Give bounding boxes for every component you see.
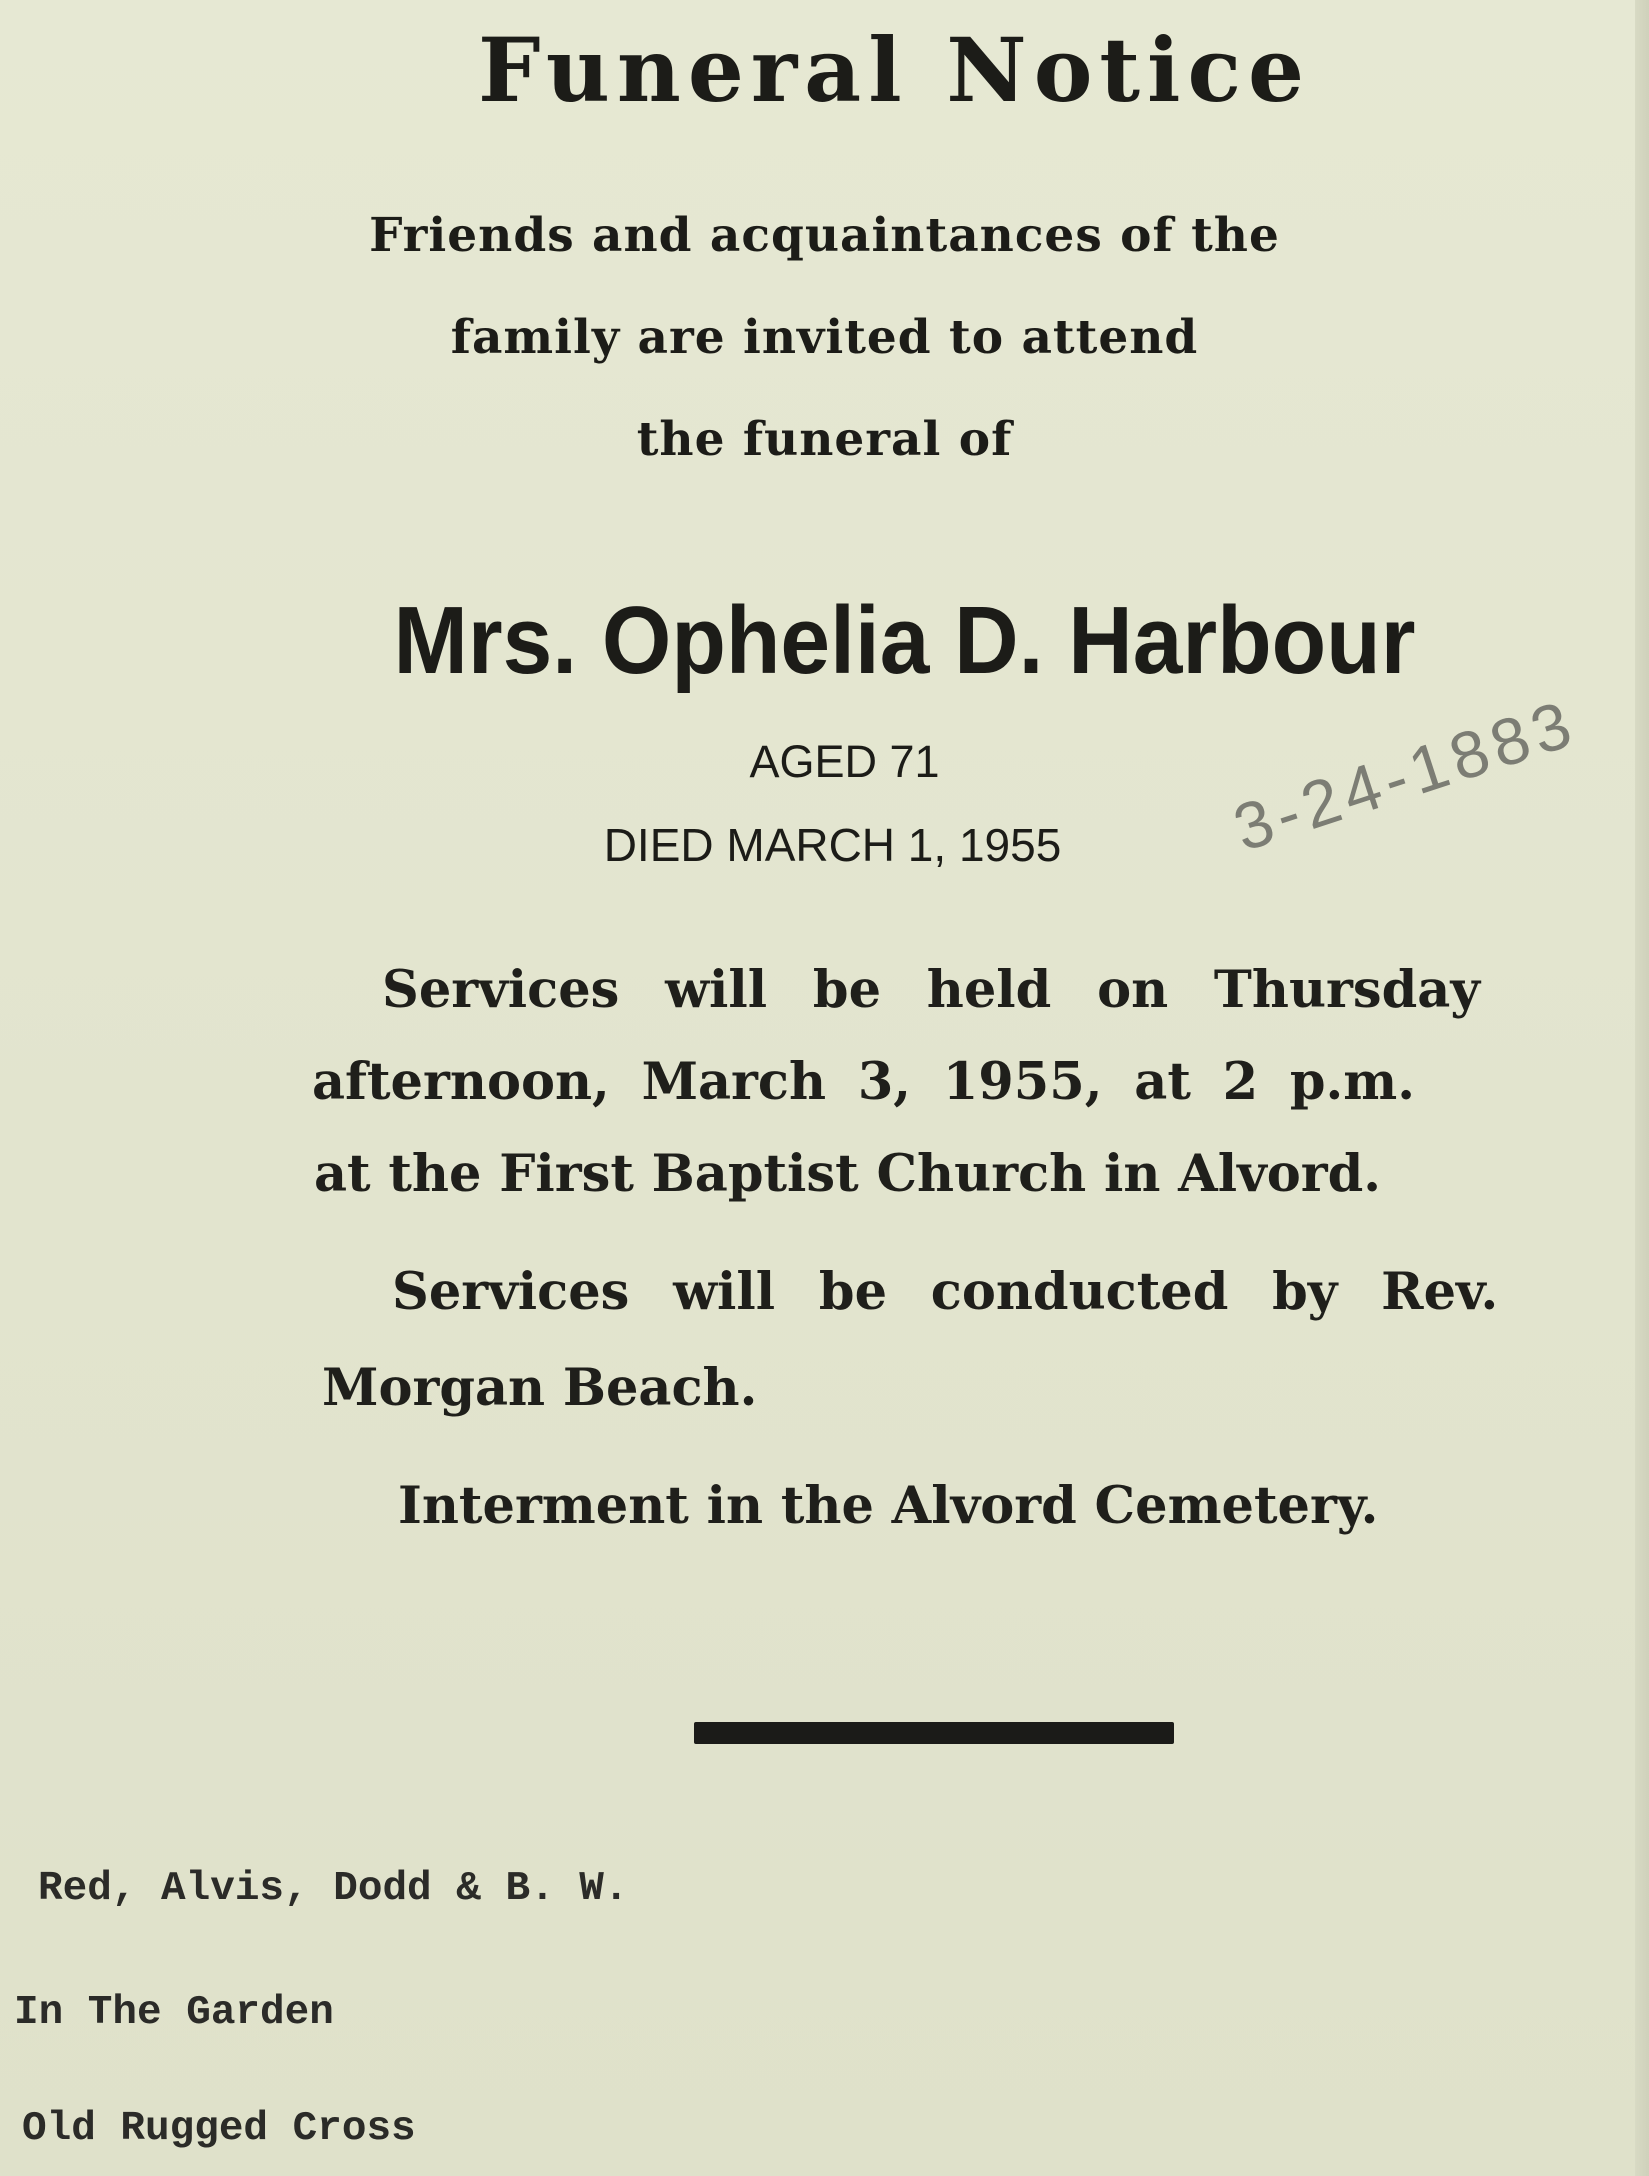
interment-line: Interment in the Alvord Cemetery.: [398, 1476, 1379, 1536]
typed-note-hymn: In The Garden: [14, 1990, 334, 2036]
services-line: afternoon, March 3, 1955, at 2 p.m.: [312, 1052, 1416, 1112]
typed-note-hymn: Old Rugged Cross: [22, 2106, 416, 2152]
invitation-line: Friends and acquaintances of the: [369, 208, 1280, 263]
divider-rule: [694, 1722, 1174, 1744]
handwritten-birth-date: 3-24-1883: [1224, 684, 1586, 866]
typed-note-pallbearers: Red, Alvis, Dodd & B. W.: [38, 1866, 629, 1912]
notice-title: Funeral Notice: [477, 18, 1312, 122]
services-line: Services will be held on Thursday: [382, 960, 1480, 1020]
age-line: AGED 71: [749, 736, 940, 787]
officiant-line: Morgan Beach.: [322, 1358, 758, 1418]
deceased-name: Mrs. Ophelia D. Harbour: [393, 587, 1416, 694]
invitation-line: the funeral of: [636, 412, 1013, 467]
death-date-line: DIED MARCH 1, 1955: [603, 819, 1062, 871]
services-line: at the First Baptist Church in Alvord.: [314, 1144, 1382, 1204]
officiant-line: Services will be conducted by Rev.: [392, 1262, 1499, 1322]
invitation-line: family are invited to attend: [450, 310, 1199, 365]
